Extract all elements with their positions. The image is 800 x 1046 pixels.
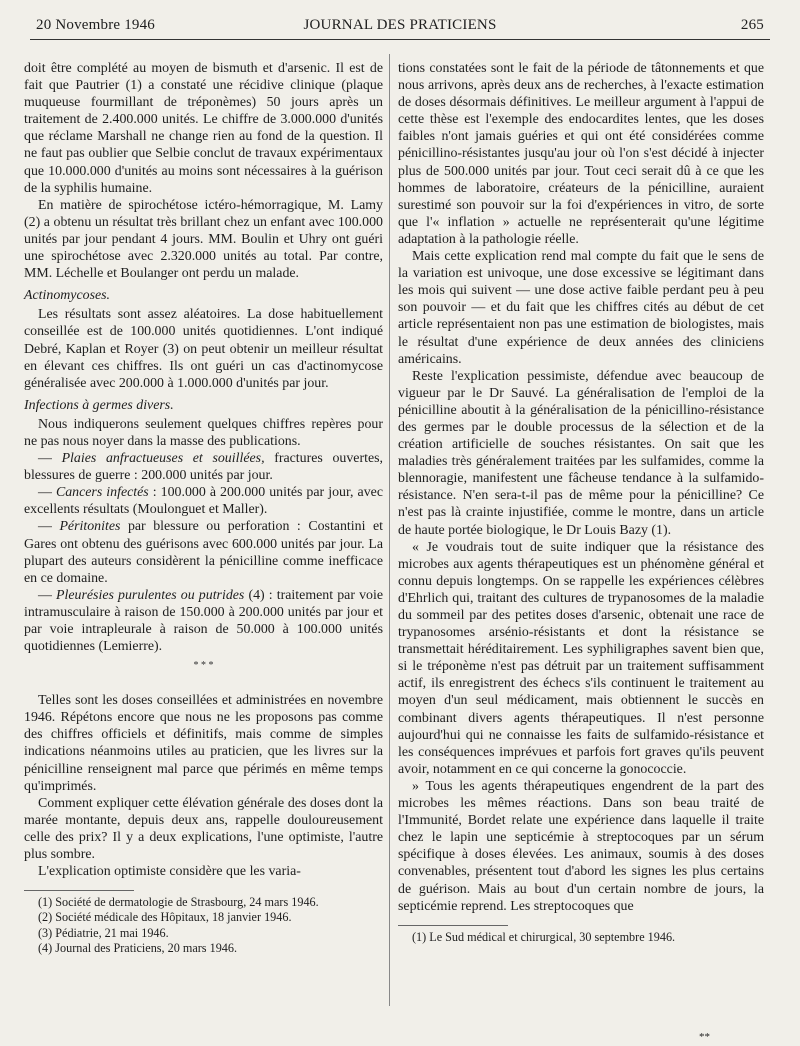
list-item: — Péritonites par blessure ou perforation : Costantini et Gares ont obtenu des guérisons avec 600.000 unités par jour. La plupart des auteurs considèrent la pénicilline comme inefficace en ce domaine. bbox=[24, 519, 383, 586]
paragraph: tions constatées sont le fait de la période de tâtonnements et que nous arrivons, après deux ans de recherches, à l'exacte estimation de doses désormais définitives. Le meilleur argument à l'appui de cette thèse est l'exemple des endocardites lentes, que les doses faibles n'ont jamais guéries et qui ont été considérées comme pénicillino-résistantes jusqu'au jour où l'on s'est décidé à injecter plus de 500.000 unités par jour. Tout ceci serait dû à ce que les hommes de laboratoire, créateurs de la pénicilline, auraient surestimé son pouvoir sur la foi d'expériences in vitro, de sorte que l'« inflation » actuelle ne représenterait qu'une légitime adaptation à la pathologie réelle. bbox=[398, 61, 764, 247]
right-column bbox=[398, 60, 764, 945]
paragraph: En matière de spirochétose ictéro-hémorragique, M. Lamy (2) a obtenu un résultat très brillant chez un enfant avec 100.000 unités par jour pendant 4 jours. MM. Boulin et Uhry ont guéri une spirochétose avec 2.320.000 unités au total. Par contre, MM. Léchelle et Boulanger ont perdu un malade. bbox=[24, 197, 383, 282]
list-item: — Pleurésies purulentes ou putrides (4) : traitement par voie intramusculaire à raison de 150.000 à 200.000 unités par jour et par voie intrapleurale à raison de 50.000 à 100.000 unités quotidiennes (Lemierre). bbox=[24, 587, 383, 655]
footnote: (1) Le Sud médical et chirurgical, 30 septembre 1946. bbox=[412, 929, 676, 944]
item-label: Plaies anfractueuses et souillées, bbox=[61, 451, 265, 467]
item-label: Cancers infectés bbox=[55, 485, 149, 501]
footnote: (2) Société médicale des Hôpitaux, 18 janvier 1946. bbox=[38, 910, 292, 925]
quote-paragraph: » Tous les agents thérapeutiques engendrent de la part des microbes les mêmes réactions. Dans son beau traité de l'Immunité, Bordet relate une expérience dans laquelle il traite chez le lapin une septicémie à streptocoques par un sérum spécifique à doses élevées. Les animaux, soumis à des doses convenables, présentent tout d'abord les signes les plus certains de guérison. Mais au bout d'un certain nombre de jours, la septicémie reprend. Les streptocoques que bbox=[398, 778, 764, 914]
paragraph: Comment expliquer cette élévation générale des doses dont la marée montante, depuis deux ans, rappelle douloureusement celle des prix? Il y a deux explications, l'une optimiste, l'autre plus sombre. bbox=[24, 795, 383, 863]
footnote: (4) Journal des Praticiens, 20 mars 1946. bbox=[38, 940, 238, 955]
running-header bbox=[30, 17, 770, 40]
paragraph: L'explication optimiste considère que les varia- bbox=[38, 864, 301, 880]
paragraph: Mais cette explication rend mal compte du fait que le sens de la variation est univoque, une dose excessive se légitimant dans les mois qui suivent — une dose active faible perdant peu à peu son pouvoir — et du fait que les chiffres cités au début de cet article représentaient non pas une estimation de biologistes, mais le résultat d'une expérience de deux années des cliniciens américains. bbox=[398, 249, 764, 367]
header-date: 20 Novembre 1946 bbox=[36, 17, 156, 33]
paragraph: Les résultats sont assez aléatoires. La dose habituellement conseillée est de 100.000 unités quotidiennes. L'ont indiqué Debré, Kaplan et Royer (3) on peut obtenir un meilleur résultat en élevant ces chiffres. Ils ont guéri un cas d'actinomycose généralisée avec 200.000 à 1.000.000 d'unités par jour. bbox=[24, 307, 383, 391]
item-text: fractures ouvertes, blessures de guerre : 200.000 unités par jour. bbox=[24, 451, 383, 484]
item-label: Péritonites bbox=[59, 519, 121, 535]
quote-paragraph: « Je voudrais tout de suite indiquer que la résistance des microbes aux agents thérapeutiques est un phénomène général et connu depuis longtemps. On se rappelle les expériences célèbres d'Ehrlich qui, traitant des cultures de trypanosomes de la maladie du sommeil par des petites doses d'arsenic, obtenait une race de trypanosomes arsénio-résistants et dont la résistance se transmettait héréditairement. Les syphiligraphes savent bien que, si le tréponème n'est pas détruit par un traitement suffisamment actif, ils enregistrent des échecs s'ils continuent le traitement au moyen d'un seul médicament, mais obtiennent le succès en combinant divers agents thérapeutiques. Il n'est personne aujourd'hui qui ne connaisse les faits de sulfamido-résistance et les conséquences imprévues et parfois fort graves qu'ils peuvent avoir, notamment en ce qui concerne la gonococcie. bbox=[398, 539, 764, 777]
footnote: (3) Pédiatrie, 21 mai 1946. bbox=[38, 925, 169, 940]
list-item: — Plaies anfractueuses et souillées, fractures ouvertes, blessures de guerre : 200.000 unités par jour. bbox=[24, 451, 383, 484]
footnote-rule bbox=[24, 890, 134, 891]
journal-title: JOURNAL DES PRATICIENS bbox=[303, 17, 497, 33]
item-text: par blessure ou perforation : Costantini et Gares ont obtenu des guérisons avec 600.000 unités par jour. La plupart des auteurs considèrent la pénicilline comme inefficace en ce domaine. bbox=[24, 519, 383, 586]
footnote-rule bbox=[398, 925, 508, 926]
list-item: — Cancers infectés : 100.000 à 200.000 unités par jour, avec excellents résultats (Moulonguet et Maller). bbox=[24, 485, 383, 518]
paragraph: Telles sont les doses conseillées et administrées en novembre 1946. Répétons encore que nous ne les proposons pas comme des chiffres officiels et définitifs, mais comme de simples indications néanmoins utiles au praticien, que les livres sur la pénicilline renseignent mal parce que périmés en même temps qu'imprimés. bbox=[24, 693, 383, 794]
paragraph: Nous indiquerons seulement quelques chiffres repères pour ne pas nous noyer dans la masse des publications. bbox=[24, 416, 383, 449]
item-label: Pleurésies purulentes ou putrides bbox=[56, 587, 245, 603]
paragraph: doit être complété au moyen de bismuth et d'arsenic. Il est de fait que Pautrier (1) a constaté une récidive clinique (plaque muqueuse fourmillant de tréponèmes) 50 jours après un traitement de 2.400.000 unités. Le chiffre de 3.000.000 d'unités que réclame Marshall ne change rien au fond de la question. Il ne faut pas oublier que Selbie conclut de travaux expérimentaux que 10.000.000 d'unités au moins sont nécessaires à la guérison de la syphilis humaine. bbox=[24, 61, 383, 196]
section-heading: Infections à germes divers. bbox=[24, 397, 174, 413]
paragraph: Reste l'explication pessimiste, défendue avec beaucoup de vigueur par le Dr Sauvé. La généralisation de l'emploi de la pénicilline aboutit à la généralisation de la pénicillino-résistance des germes par le double processus de la sélection et de la création artificielle de souches résistantes. On sait que les maladies très généralement traitées par les sulfamides, comme la blennoragie, manifestent une fâcheuse tendance à la sulfamido-résistance. N'en sera-t-il pas de même pour la pénicilline? Ce n'est pas là crainte injustifiée, comme le montre, dans un article de haute portée biologique, le Dr Louis Bazy (1). bbox=[398, 368, 764, 538]
left-column bbox=[24, 60, 383, 956]
page-number: 265 bbox=[740, 17, 764, 33]
footnote: (1) Société de dermatologie de Strasbourg, 24 mars 1946. bbox=[38, 895, 319, 910]
column-divider bbox=[389, 54, 390, 1006]
item-text: (4) : traitement par voie intramusculaire à raison de 150.000 à 200.000 unités par jour et par voie intrapleurale à raison de 50.000 à 100.000 unités quotidiennes (Lemierre). bbox=[24, 587, 383, 655]
section-separator: * * * bbox=[193, 660, 214, 672]
printer-mark: ** bbox=[699, 1031, 710, 1043]
item-text: : 100.000 à 200.000 unités par jour, avec excellents résultats (Moulonguet et Maller). bbox=[24, 485, 383, 518]
section-heading: Actinomycoses. bbox=[24, 288, 111, 304]
